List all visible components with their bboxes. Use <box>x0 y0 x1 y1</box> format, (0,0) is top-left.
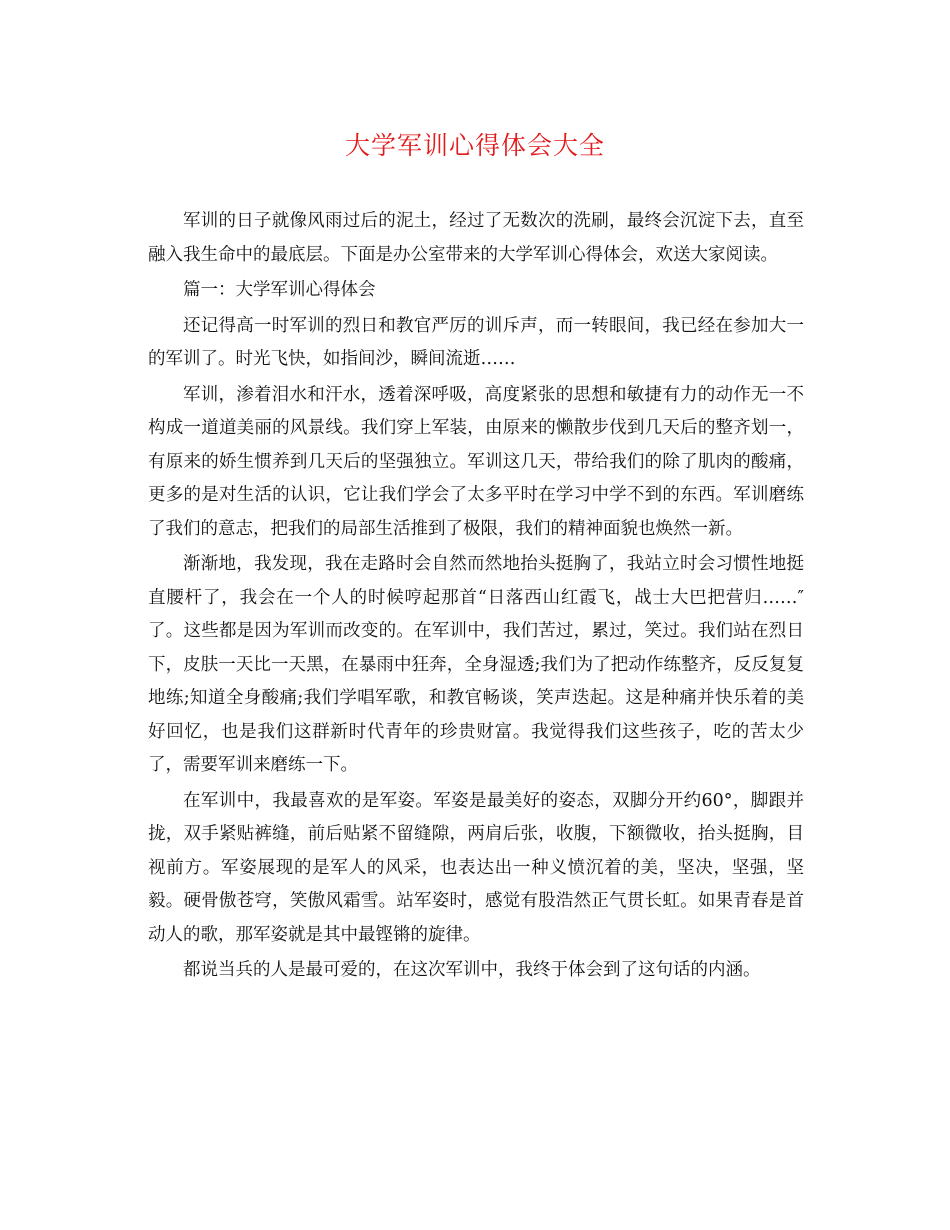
paragraph: 军训，渗着泪水和汗水，透着深呼吸，高度紧张的思想和敏捷有力的动作无一不构成一道道美丽的风景线。我们穿上军装，由原来的懒散步伐到几天后的整齐划一，有原来的娇生惯养到几天后的坚强独立。军训这几天，带给我们的除了肌肉的酸痛，更多的是对生活的认识，它让我们学会了太多平时在学习中学不到的东西。军训磨练了我们的意志，把我们的局部生活推到了极限，我们的精神面貌也焕然一新。 <box>148 384 804 539</box>
paragraph: 渐渐地，我发现，我在走路时会自然而然地抬头挺胸了，我站立时会习惯性地挺直腰杆了，我会在一个人的时候哼起那首“日落西山红霞飞，战士大巴把营归……″了。这些都是因为军训而改变的。在军训中，我们苦过，累过，笑过。我们站在烈日下，皮肤一天比一天黑，在暴雨中狂奔，全身湿透;我们为了把动作练整齐，反反复复地练;知道全身酸痛;我们学唱军歌，和教官畅谈，笑声迭起。这是种痛并快乐着的美好回忆，也是我们这群新时代青年的珍贵财富。我觉得我们这些孩子，吃的苦太少了，需要军训来磨练一下。 <box>148 554 804 775</box>
document-title: 大学军训心得体会大全 <box>344 131 605 160</box>
paragraph: 在军训中，我最喜欢的是军姿。军姿是最美好的姿态，双脚分开约60°，脚跟并拢，双手紧贴裤缝，前后贴紧不留缝隙，两肩后张，收腹，下额微收，抬头挺胸，目视前方。军姿展现的是军人的风采，也表达出一种义愤沉着的美，坚决，坚强，坚毅。硬骨傲苍穹，笑傲风霜雪。站军姿时，感觉有股浩然正气贯长虹。如果青春是首动人的歌，那军姿就是其中最铿锵的旋律。 <box>148 790 804 945</box>
paragraph: 还记得高一时军训的烈日和教官严厉的训斥声，而一转眼间，我已经在参加大一的军训了。时光飞快，如指间沙，瞬间流逝…… <box>148 315 804 369</box>
paragraph: 都说当兵的人是最可爱的，在这次军训中，我终于体会到了这句话的内涵。 <box>183 960 761 980</box>
paragraph-intro: 军训的日子就像风雨过后的泥土，经过了无数次的洗刷，最终会沉淀下去，直至融入我生命中的最底层。下面是办公室带来的大学军训心得体会，欢送大家阅读。 <box>148 211 804 265</box>
document-body <box>148 205 804 990</box>
section-heading: 篇一：大学军训心得体会 <box>183 280 376 300</box>
